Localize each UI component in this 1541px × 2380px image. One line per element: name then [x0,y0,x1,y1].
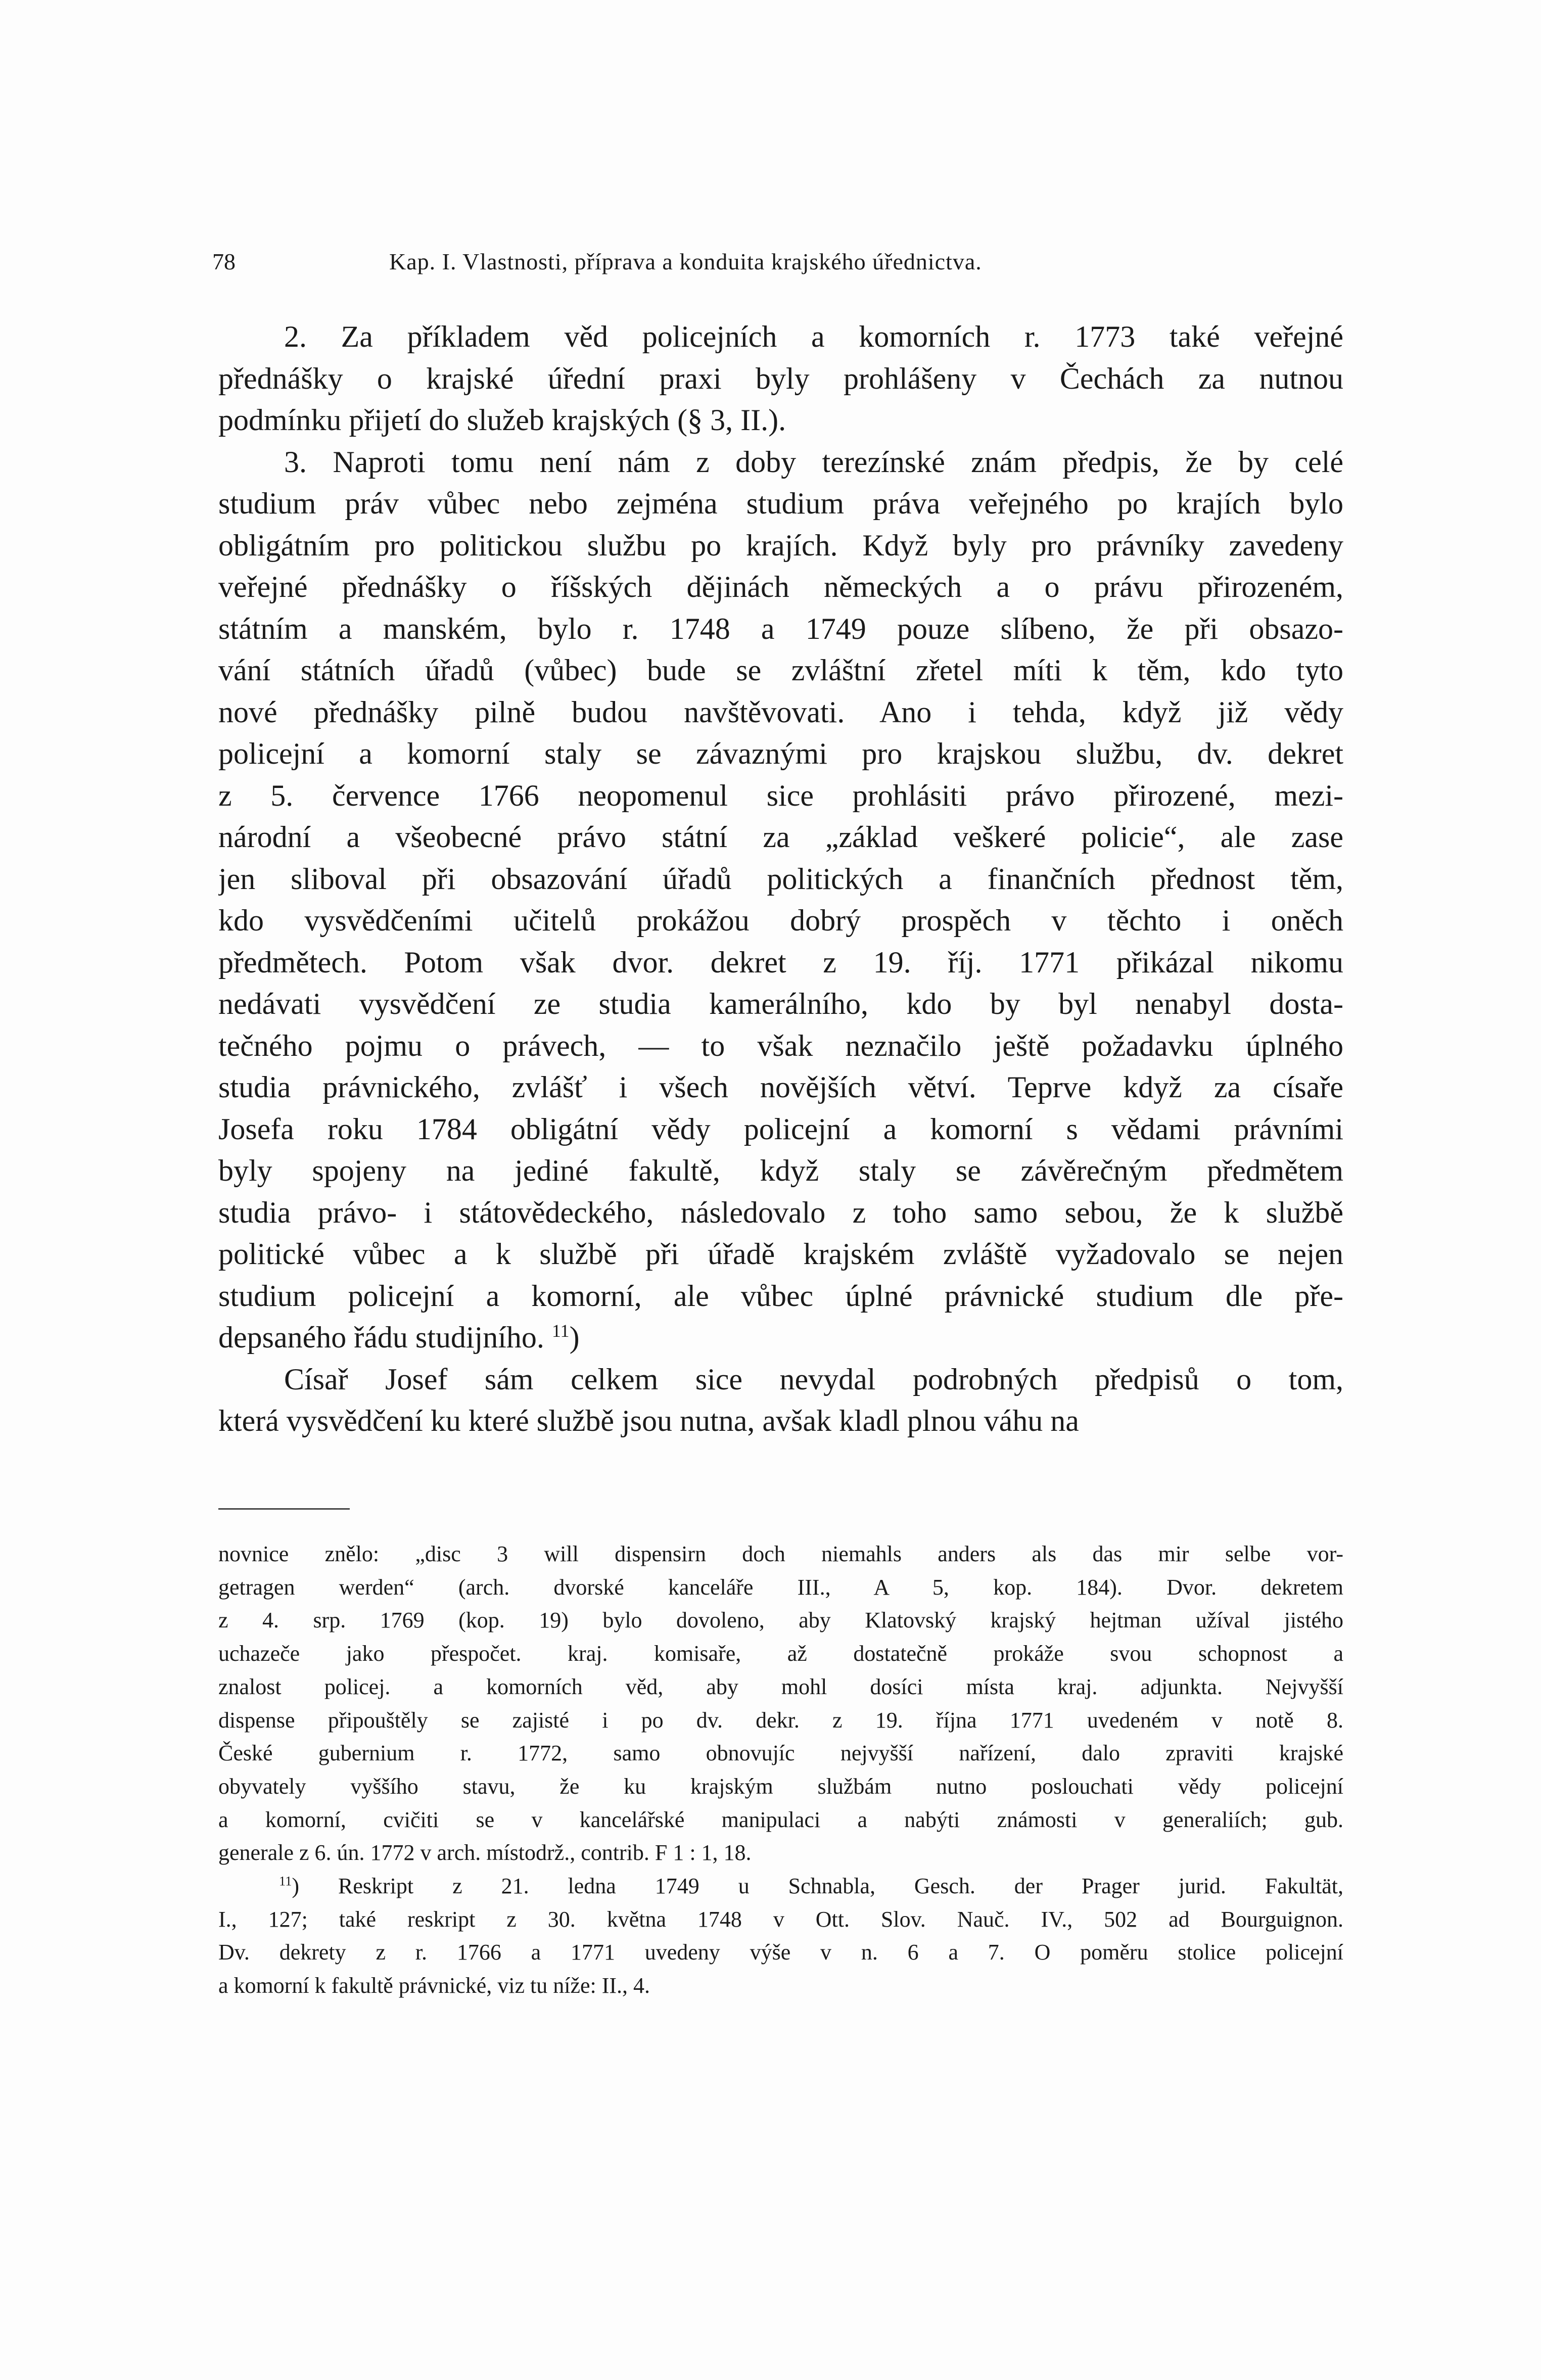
text-line: České gubernium r. 1772, samo obnovujíc nejvyšší nařízení, dalo zpraviti krajské [218,1741,1343,1766]
text-line: jen sliboval při obsazování úřadů politických a finančních přednost těm, [218,862,1343,896]
text-line: předmětech. Potom však dvor. dekret z 19. říj. 1771 přikázal nikomu [218,945,1343,979]
text-line: uchazeče jako přespočet. kraj. komisaře, až dostatečně prokáže svou schopnost a [218,1641,1343,1666]
text-line: studium policejní a komorní, ale vůbec úplné právnické studium dle pře- [218,1279,1343,1313]
text-line: a komorní, cvičiti se v kancelářské manipulaci a nabýti známosti v generaliích; gub. [218,1807,1343,1832]
footnote-11 [218,1870,1343,2002]
text-line: Císař Josef sám celkem sice nevydal podrobných předpisů o tom, [284,1362,1343,1396]
text-line: dispense připouštěly se zajisté i po dv. dekr. z 19. října 1771 uvedeném v notě 8. [218,1707,1343,1733]
text-line: nedávati vysvědčení ze studia kamerálního, kdo by byl nenabyl dosta- [218,987,1343,1020]
text-line: nové přednášky pilně budou navštěvovati. Ano i tehda, když již vědy [218,695,1343,729]
text-line: studia právo- i státovědeckého, následovalo z toho samo sebou, že k službě [218,1195,1343,1229]
footnote-rule [218,1508,350,1510]
text-line: podmínku přijetí do služeb krajských (§ 3, II.). [218,403,786,437]
main-text [218,316,1343,1442]
text-line: novnice znělo: „disc 3 will dispensirn doch niemahls anders als das mir selbe vor- [218,1542,1343,1566]
text-line: obyvately vyššího stavu, že ku krajským službám nutno poslouchati vědy policejní [218,1774,1343,1799]
text-line: veřejné přednášky o říšských dějinách německých a o právu přirozeném, [218,570,1343,603]
paragraph-2 [218,316,1343,441]
footnotes [218,1537,1343,2002]
text-line: byly spojeny na jediné fakultě, když staly se závěrečným předmětem [218,1154,1343,1187]
footnote-reference: 11 [551,1321,570,1341]
text-line: přednášky o krajské úřední praxi byly prohlášeny v Čechách za nutnou [218,361,1343,395]
text-line: 2. Za příkladem věd policejních a komorních r. 1773 také veřejné [284,320,1343,353]
text-line: Dv. dekrety z r. 1766 a 1771 uvedeny výše v n. 6 a 7. O poměru stolice policejní [218,1940,1343,1965]
text-line: studium práv vůbec nebo zejména studium práva veřejného po krajích bylo [218,487,1343,520]
text-line: znalost policej. a komorních věd, aby mohl dosíci místa kraj. adjunkta. Nejvyšší [218,1674,1343,1699]
text-line: obligátním pro politickou službu po krajích. Když byly pro právníky zavedeny [218,528,1343,562]
text-line: studia právnického, zvlášť i všech novějších větví. Teprve když za císaře [218,1070,1343,1104]
paragraph-3 [218,441,1343,1359]
text-line: I., 127; také reskript z 30. května 1748 v Ott. Slov. Nauč. IV., 502 ad Bourguignon. [218,1906,1343,1932]
page-header [212,242,1344,282]
text-line: národní a všeobecné právo státní za „základ veškeré policie“, ale zase [218,820,1343,854]
text-line: a komorní k fakultě právnické, viz tu níže: II., 4. [218,1973,650,1998]
footnote-continued [218,1537,1343,1870]
text-line: která vysvědčení ku které službě jsou nutna, avšak kladl plnou váhu na [218,1404,1079,1437]
text-line: getragen werden“ (arch. dvorské kanceláře III., A 5, kop. 184). Dvor. dekretem [218,1574,1343,1600]
closing-paren: ) [569,1321,580,1354]
text-line: $^{11}$) Reskript z 21. ledna 1749 u Schnabla, Gesch. der Prager jurid. Fakultät, [279,1873,1343,1899]
text-line: tečného pojmu o právech, — to však neznačilo ještě požadavku úplného [218,1029,1343,1062]
running-head: Kap. I. Vlastnosti, příprava a konduita krajského úřednictva. [389,249,982,274]
text-line: politické vůbec a k službě při úřadě krajském zvláště vyžadovalo se nejen [218,1237,1343,1271]
text-line: státním a manském, bylo r. 1748 a 1749 pouze slíbeno, že při obsazo- [218,612,1343,645]
text-line: Josefa roku 1784 obligátní vědy policejní a komorní s vědami právními [218,1112,1343,1146]
footnote-marker: 11 [279,1873,292,1889]
text-line: vání státních úřadů (vůbec) bude se zvláštní zřetel míti k těm, kdo tyto [218,654,1343,687]
text-line: 3. Naproti tomu není nám z doby terezínské znám předpis, že by celé [284,445,1343,479]
page-number: 78 [212,249,236,274]
text-line: kdo vysvědčeními učitelů prokážou dobrý prospěch v těchto i oněch [218,904,1343,937]
text-line: depsaného řádu studijního. $^{11}$) [218,1321,580,1354]
paragraph-4 [218,1359,1343,1442]
text-line: generale z 6. ún. 1772 v arch. místodrž., contrib. F 1 : 1, 18. [218,1840,752,1865]
text-line: z 4. srp. 1769 (kop. 19) bylo dovoleno, aby Klatovský krajský hejtman užíval jistého [218,1608,1343,1633]
text-line: z 5. července 1766 neopomenul sice prohlásiti právo přirozené, mezi- [218,778,1343,812]
text-line: policejní a komorní staly se závaznými pro krajskou službu, dv. dekret [218,737,1343,770]
